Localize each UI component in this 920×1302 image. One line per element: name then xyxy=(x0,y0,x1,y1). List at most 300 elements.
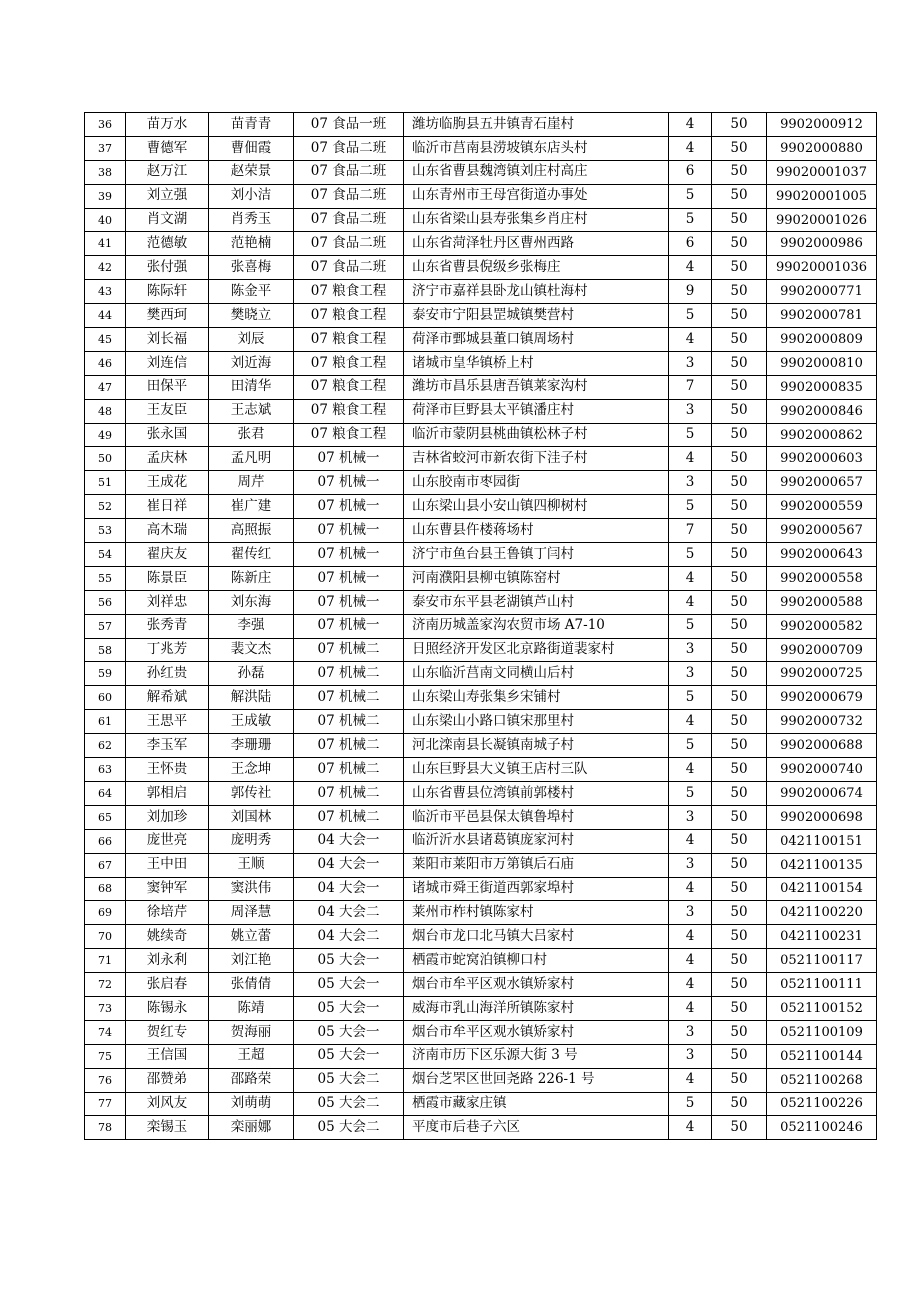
home-address-cell: 吉林省蛟河市新农街下洼子村 xyxy=(404,447,669,471)
family-size-cell: 7 xyxy=(669,519,712,543)
table-row xyxy=(85,256,877,280)
family-size-cell: 5 xyxy=(669,686,712,710)
table-row xyxy=(85,1068,877,1092)
home-address-cell: 济南市历下区乐源大街 3 号 xyxy=(404,1044,669,1068)
student-name-cell: 王怀贵 xyxy=(126,758,209,782)
class-name-cell: 07 机械二 xyxy=(294,686,404,710)
account-number-cell: 99020001036 xyxy=(767,256,877,280)
family-size-cell: 6 xyxy=(669,232,712,256)
home-address-cell: 临沂市莒南县涝坡镇东店头村 xyxy=(404,136,669,160)
table-row xyxy=(85,566,877,590)
amount-cell: 50 xyxy=(712,519,767,543)
amount-cell: 50 xyxy=(712,113,767,137)
relative-name-cell: 王志斌 xyxy=(209,399,294,423)
student-name-cell: 肖文湖 xyxy=(126,208,209,232)
student-name-cell: 徐培芹 xyxy=(126,901,209,925)
account-number-cell: 9902000809 xyxy=(767,328,877,352)
table-row xyxy=(85,877,877,901)
family-size-cell: 4 xyxy=(669,1068,712,1092)
home-address-cell: 栖霞市蛇窝泊镇柳口村 xyxy=(404,949,669,973)
row-number-cell: 72 xyxy=(85,973,126,997)
relative-name-cell: 王成敏 xyxy=(209,710,294,734)
student-name-cell: 刘加珍 xyxy=(126,805,209,829)
home-address-cell: 山东省梁山县寿张集乡肖庄村 xyxy=(404,208,669,232)
row-number-cell: 65 xyxy=(85,805,126,829)
student-name-cell: 解希斌 xyxy=(126,686,209,710)
class-name-cell: 07 机械一 xyxy=(294,590,404,614)
table-body xyxy=(85,113,877,1140)
student-name-cell: 樊西珂 xyxy=(126,304,209,328)
relative-name-cell: 解洪陆 xyxy=(209,686,294,710)
table-row xyxy=(85,375,877,399)
family-size-cell: 4 xyxy=(669,758,712,782)
class-name-cell: 05 大会一 xyxy=(294,973,404,997)
row-number-cell: 77 xyxy=(85,1092,126,1116)
class-name-cell: 07 粮食工程 xyxy=(294,399,404,423)
class-name-cell: 07 机械一 xyxy=(294,519,404,543)
class-name-cell: 05 大会一 xyxy=(294,1044,404,1068)
account-number-cell: 9902000740 xyxy=(767,758,877,782)
relative-name-cell: 范艳楠 xyxy=(209,232,294,256)
class-name-cell: 04 大会二 xyxy=(294,925,404,949)
home-address-cell: 山东巨野县大义镇王店村三队 xyxy=(404,758,669,782)
table-row xyxy=(85,208,877,232)
relative-name-cell: 栾丽娜 xyxy=(209,1116,294,1140)
account-number-cell: 9902000567 xyxy=(767,519,877,543)
class-name-cell: 07 机械二 xyxy=(294,758,404,782)
row-number-cell: 55 xyxy=(85,566,126,590)
class-name-cell: 07 食品二班 xyxy=(294,208,404,232)
home-address-cell: 烟台芝罘区世回尧路 226-1 号 xyxy=(404,1068,669,1092)
table-row xyxy=(85,1092,877,1116)
table-row xyxy=(85,447,877,471)
relative-name-cell: 刘近海 xyxy=(209,351,294,375)
student-name-cell: 陈锡永 xyxy=(126,996,209,1020)
student-name-cell: 庞世亮 xyxy=(126,829,209,853)
class-name-cell: 07 机械二 xyxy=(294,662,404,686)
family-size-cell: 5 xyxy=(669,495,712,519)
amount-cell: 50 xyxy=(712,543,767,567)
home-address-cell: 山东梁山县小安山镇四柳树村 xyxy=(404,495,669,519)
relative-name-cell: 裴文杰 xyxy=(209,638,294,662)
account-number-cell: 0421100135 xyxy=(767,853,877,877)
table-row xyxy=(85,113,877,137)
home-address-cell: 河北滦南县长凝镇南城子村 xyxy=(404,734,669,758)
amount-cell: 50 xyxy=(712,399,767,423)
student-name-cell: 张付强 xyxy=(126,256,209,280)
family-size-cell: 7 xyxy=(669,375,712,399)
family-size-cell: 4 xyxy=(669,590,712,614)
table-row xyxy=(85,614,877,638)
table-row xyxy=(85,805,877,829)
home-address-cell: 山东省曹县倪级乡张梅庄 xyxy=(404,256,669,280)
amount-cell: 50 xyxy=(712,1116,767,1140)
family-size-cell: 3 xyxy=(669,351,712,375)
account-number-cell: 9902000986 xyxy=(767,232,877,256)
table-row xyxy=(85,758,877,782)
amount-cell: 50 xyxy=(712,996,767,1020)
amount-cell: 50 xyxy=(712,375,767,399)
relative-name-cell: 孙磊 xyxy=(209,662,294,686)
account-number-cell: 9902000674 xyxy=(767,781,877,805)
amount-cell: 50 xyxy=(712,805,767,829)
amount-cell: 50 xyxy=(712,232,767,256)
row-number-cell: 41 xyxy=(85,232,126,256)
family-size-cell: 3 xyxy=(669,853,712,877)
family-size-cell: 9 xyxy=(669,280,712,304)
family-size-cell: 5 xyxy=(669,781,712,805)
account-number-cell: 9902000709 xyxy=(767,638,877,662)
student-name-cell: 孙红贵 xyxy=(126,662,209,686)
home-address-cell: 泰安市宁阳县罡城镇樊营村 xyxy=(404,304,669,328)
class-name-cell: 04 大会一 xyxy=(294,829,404,853)
relative-name-cell: 陈金平 xyxy=(209,280,294,304)
class-name-cell: 07 机械二 xyxy=(294,710,404,734)
table-row xyxy=(85,710,877,734)
relative-name-cell: 刘萌萌 xyxy=(209,1092,294,1116)
amount-cell: 50 xyxy=(712,160,767,184)
row-number-cell: 73 xyxy=(85,996,126,1020)
table-row xyxy=(85,1020,877,1044)
table-row xyxy=(85,136,877,160)
home-address-cell: 济宁市嘉祥县卧龙山镇杜海村 xyxy=(404,280,669,304)
relative-name-cell: 李珊珊 xyxy=(209,734,294,758)
student-name-cell: 姚续奇 xyxy=(126,925,209,949)
home-address-cell: 山东省曹县魏湾镇刘庄村高庄 xyxy=(404,160,669,184)
relative-name-cell: 肖秀玉 xyxy=(209,208,294,232)
row-number-cell: 39 xyxy=(85,184,126,208)
relative-name-cell: 窦洪伟 xyxy=(209,877,294,901)
relative-name-cell: 苗青青 xyxy=(209,113,294,137)
family-size-cell: 4 xyxy=(669,566,712,590)
home-address-cell: 平度市后巷子六区 xyxy=(404,1116,669,1140)
amount-cell: 50 xyxy=(712,304,767,328)
row-number-cell: 38 xyxy=(85,160,126,184)
relative-name-cell: 庞明秀 xyxy=(209,829,294,853)
account-number-cell: 0521100226 xyxy=(767,1092,877,1116)
table-row xyxy=(85,1116,877,1140)
table-row xyxy=(85,973,877,997)
student-name-cell: 王友臣 xyxy=(126,399,209,423)
account-number-cell: 0521100111 xyxy=(767,973,877,997)
student-name-cell: 范德敏 xyxy=(126,232,209,256)
student-name-cell: 刘永利 xyxy=(126,949,209,973)
row-number-cell: 50 xyxy=(85,447,126,471)
home-address-cell: 栖霞市藏家庄镇 xyxy=(404,1092,669,1116)
family-size-cell: 4 xyxy=(669,136,712,160)
relative-name-cell: 贺海丽 xyxy=(209,1020,294,1044)
student-name-cell: 张启春 xyxy=(126,973,209,997)
home-address-cell: 日照经济开发区北京路街道裴家村 xyxy=(404,638,669,662)
student-name-cell: 丁兆芳 xyxy=(126,638,209,662)
family-size-cell: 3 xyxy=(669,805,712,829)
account-number-cell: 0521100144 xyxy=(767,1044,877,1068)
table-row xyxy=(85,781,877,805)
family-size-cell: 5 xyxy=(669,208,712,232)
amount-cell: 50 xyxy=(712,949,767,973)
home-address-cell: 山东省曹县位湾镇前郭楼村 xyxy=(404,781,669,805)
row-number-cell: 63 xyxy=(85,758,126,782)
row-number-cell: 47 xyxy=(85,375,126,399)
student-name-cell: 曹德军 xyxy=(126,136,209,160)
class-name-cell: 07 粮食工程 xyxy=(294,280,404,304)
account-number-cell: 9902000588 xyxy=(767,590,877,614)
account-number-cell: 9902000880 xyxy=(767,136,877,160)
row-number-cell: 46 xyxy=(85,351,126,375)
family-size-cell: 3 xyxy=(669,662,712,686)
family-size-cell: 4 xyxy=(669,710,712,734)
row-number-cell: 60 xyxy=(85,686,126,710)
family-size-cell: 4 xyxy=(669,829,712,853)
home-address-cell: 烟台市牟平区观水镇矫家村 xyxy=(404,1020,669,1044)
amount-cell: 50 xyxy=(712,973,767,997)
relative-name-cell: 高照振 xyxy=(209,519,294,543)
home-address-cell: 潍坊市昌乐县唐吾镇莱家沟村 xyxy=(404,375,669,399)
student-name-cell: 张秀青 xyxy=(126,614,209,638)
home-address-cell: 临沂沂水县诸葛镇庞家河村 xyxy=(404,829,669,853)
class-name-cell: 07 机械一 xyxy=(294,471,404,495)
family-size-cell: 4 xyxy=(669,328,712,352)
table-row xyxy=(85,399,877,423)
family-size-cell: 4 xyxy=(669,996,712,1020)
row-number-cell: 76 xyxy=(85,1068,126,1092)
relative-name-cell: 刘东海 xyxy=(209,590,294,614)
student-name-cell: 王成花 xyxy=(126,471,209,495)
class-name-cell: 07 粮食工程 xyxy=(294,375,404,399)
account-number-cell: 9902000732 xyxy=(767,710,877,734)
class-name-cell: 05 大会一 xyxy=(294,996,404,1020)
home-address-cell: 烟台市牟平区观水镇矫家村 xyxy=(404,973,669,997)
row-number-cell: 52 xyxy=(85,495,126,519)
home-address-cell: 山东临沂莒南文同横山后村 xyxy=(404,662,669,686)
table-row xyxy=(85,734,877,758)
relative-name-cell: 邵路荣 xyxy=(209,1068,294,1092)
family-size-cell: 4 xyxy=(669,113,712,137)
family-size-cell: 4 xyxy=(669,256,712,280)
table-row xyxy=(85,495,877,519)
relative-name-cell: 姚立蕾 xyxy=(209,925,294,949)
relative-name-cell: 陈新庄 xyxy=(209,566,294,590)
amount-cell: 50 xyxy=(712,758,767,782)
family-size-cell: 5 xyxy=(669,614,712,638)
amount-cell: 50 xyxy=(712,638,767,662)
family-size-cell: 4 xyxy=(669,973,712,997)
home-address-cell: 山东胶南市枣园街 xyxy=(404,471,669,495)
home-address-cell: 山东青州市王母宫街道办事处 xyxy=(404,184,669,208)
home-address-cell: 诸城市舜王街道西郭家埠村 xyxy=(404,877,669,901)
table-row xyxy=(85,184,877,208)
family-size-cell: 5 xyxy=(669,543,712,567)
family-size-cell: 3 xyxy=(669,901,712,925)
class-name-cell: 07 食品二班 xyxy=(294,136,404,160)
account-number-cell: 0521100268 xyxy=(767,1068,877,1092)
table-row xyxy=(85,590,877,614)
home-address-cell: 诸城市皇华镇桥上村 xyxy=(404,351,669,375)
relative-name-cell: 王顺 xyxy=(209,853,294,877)
amount-cell: 50 xyxy=(712,901,767,925)
table-row xyxy=(85,638,877,662)
family-size-cell: 3 xyxy=(669,1020,712,1044)
student-name-cell: 高木瑞 xyxy=(126,519,209,543)
relative-name-cell: 刘江艳 xyxy=(209,949,294,973)
family-size-cell: 3 xyxy=(669,638,712,662)
account-number-cell: 9902000846 xyxy=(767,399,877,423)
amount-cell: 50 xyxy=(712,447,767,471)
table-row xyxy=(85,304,877,328)
row-number-cell: 56 xyxy=(85,590,126,614)
amount-cell: 50 xyxy=(712,710,767,734)
relative-name-cell: 翟传红 xyxy=(209,543,294,567)
class-name-cell: 07 粮食工程 xyxy=(294,351,404,375)
home-address-cell: 山东省菏泽牡丹区曹州西路 xyxy=(404,232,669,256)
amount-cell: 50 xyxy=(712,328,767,352)
class-name-cell: 05 大会二 xyxy=(294,1092,404,1116)
home-address-cell: 临沂市平邑县保太镇鲁埠村 xyxy=(404,805,669,829)
class-name-cell: 07 食品二班 xyxy=(294,256,404,280)
table-row xyxy=(85,686,877,710)
account-number-cell: 0421100154 xyxy=(767,877,877,901)
amount-cell: 50 xyxy=(712,1092,767,1116)
account-number-cell: 0521100117 xyxy=(767,949,877,973)
account-number-cell: 9902000603 xyxy=(767,447,877,471)
student-name-cell: 郭相启 xyxy=(126,781,209,805)
row-number-cell: 70 xyxy=(85,925,126,949)
student-name-cell: 陈际轩 xyxy=(126,280,209,304)
table-row xyxy=(85,829,877,853)
class-name-cell: 07 机械一 xyxy=(294,495,404,519)
row-number-cell: 71 xyxy=(85,949,126,973)
relative-name-cell: 田清华 xyxy=(209,375,294,399)
student-name-cell: 邵赞弟 xyxy=(126,1068,209,1092)
home-address-cell: 莱阳市莱阳市万第镇后石庙 xyxy=(404,853,669,877)
family-size-cell: 6 xyxy=(669,160,712,184)
amount-cell: 50 xyxy=(712,925,767,949)
row-number-cell: 74 xyxy=(85,1020,126,1044)
row-number-cell: 54 xyxy=(85,543,126,567)
home-address-cell: 济宁市鱼台县王鲁镇丁闫村 xyxy=(404,543,669,567)
row-number-cell: 45 xyxy=(85,328,126,352)
amount-cell: 50 xyxy=(712,686,767,710)
account-number-cell: 9902000688 xyxy=(767,734,877,758)
relative-name-cell: 崔广建 xyxy=(209,495,294,519)
row-number-cell: 69 xyxy=(85,901,126,925)
class-name-cell: 07 食品二班 xyxy=(294,232,404,256)
row-number-cell: 66 xyxy=(85,829,126,853)
family-size-cell: 4 xyxy=(669,925,712,949)
student-name-cell: 赵万江 xyxy=(126,160,209,184)
student-name-cell: 窦钟军 xyxy=(126,877,209,901)
account-number-cell: 9902000657 xyxy=(767,471,877,495)
table-row xyxy=(85,280,877,304)
row-number-cell: 62 xyxy=(85,734,126,758)
amount-cell: 50 xyxy=(712,208,767,232)
amount-cell: 50 xyxy=(712,495,767,519)
amount-cell: 50 xyxy=(712,590,767,614)
class-name-cell: 05 大会一 xyxy=(294,1020,404,1044)
row-number-cell: 40 xyxy=(85,208,126,232)
family-size-cell: 4 xyxy=(669,447,712,471)
student-name-cell: 苗万水 xyxy=(126,113,209,137)
account-number-cell: 99020001005 xyxy=(767,184,877,208)
family-size-cell: 5 xyxy=(669,184,712,208)
row-number-cell: 42 xyxy=(85,256,126,280)
account-number-cell: 9902000679 xyxy=(767,686,877,710)
relative-name-cell: 张喜梅 xyxy=(209,256,294,280)
account-number-cell: 9902000559 xyxy=(767,495,877,519)
class-name-cell: 07 食品一班 xyxy=(294,113,404,137)
student-name-cell: 刘连信 xyxy=(126,351,209,375)
family-size-cell: 4 xyxy=(669,949,712,973)
amount-cell: 50 xyxy=(712,184,767,208)
home-address-cell: 山东梁山小路口镇宋那里村 xyxy=(404,710,669,734)
class-name-cell: 07 机械一 xyxy=(294,447,404,471)
class-name-cell: 07 粮食工程 xyxy=(294,423,404,447)
class-name-cell: 07 机械一 xyxy=(294,543,404,567)
table-row xyxy=(85,1044,877,1068)
relative-name-cell: 曹佃霞 xyxy=(209,136,294,160)
family-size-cell: 5 xyxy=(669,1092,712,1116)
home-address-cell: 济南历城盖家沟农贸市场 A7-10 xyxy=(404,614,669,638)
amount-cell: 50 xyxy=(712,471,767,495)
row-number-cell: 68 xyxy=(85,877,126,901)
row-number-cell: 78 xyxy=(85,1116,126,1140)
class-name-cell: 07 食品二班 xyxy=(294,160,404,184)
home-address-cell: 荷泽市鄄城县董口镇周场村 xyxy=(404,328,669,352)
account-number-cell: 0421100151 xyxy=(767,829,877,853)
relative-name-cell: 李强 xyxy=(209,614,294,638)
amount-cell: 50 xyxy=(712,280,767,304)
table-row xyxy=(85,662,877,686)
account-number-cell: 9902000862 xyxy=(767,423,877,447)
relative-name-cell: 孟凡明 xyxy=(209,447,294,471)
family-size-cell: 4 xyxy=(669,1116,712,1140)
class-name-cell: 04 大会二 xyxy=(294,901,404,925)
relative-name-cell: 陈靖 xyxy=(209,996,294,1020)
row-number-cell: 53 xyxy=(85,519,126,543)
account-number-cell: 9902000781 xyxy=(767,304,877,328)
amount-cell: 50 xyxy=(712,614,767,638)
family-size-cell: 5 xyxy=(669,423,712,447)
row-number-cell: 61 xyxy=(85,710,126,734)
account-number-cell: 9902000810 xyxy=(767,351,877,375)
amount-cell: 50 xyxy=(712,853,767,877)
table-row xyxy=(85,901,877,925)
table-row xyxy=(85,996,877,1020)
row-number-cell: 64 xyxy=(85,781,126,805)
student-name-cell: 翟庆友 xyxy=(126,543,209,567)
row-number-cell: 49 xyxy=(85,423,126,447)
account-number-cell: 9902000912 xyxy=(767,113,877,137)
amount-cell: 50 xyxy=(712,1020,767,1044)
amount-cell: 50 xyxy=(712,662,767,686)
student-name-cell: 刘长福 xyxy=(126,328,209,352)
student-name-cell: 王中田 xyxy=(126,853,209,877)
student-name-cell: 王思平 xyxy=(126,710,209,734)
row-number-cell: 57 xyxy=(85,614,126,638)
home-address-cell: 山东曹县仵楼蒋场村 xyxy=(404,519,669,543)
class-name-cell: 05 大会二 xyxy=(294,1068,404,1092)
family-size-cell: 3 xyxy=(669,399,712,423)
class-name-cell: 05 大会一 xyxy=(294,949,404,973)
amount-cell: 50 xyxy=(712,734,767,758)
amount-cell: 50 xyxy=(712,1044,767,1068)
home-address-cell: 潍坊临朐县五井镇青石崖村 xyxy=(404,113,669,137)
student-name-cell: 崔日祥 xyxy=(126,495,209,519)
relative-name-cell: 周泽慧 xyxy=(209,901,294,925)
account-number-cell: 9902000835 xyxy=(767,375,877,399)
row-number-cell: 48 xyxy=(85,399,126,423)
family-size-cell: 5 xyxy=(669,304,712,328)
